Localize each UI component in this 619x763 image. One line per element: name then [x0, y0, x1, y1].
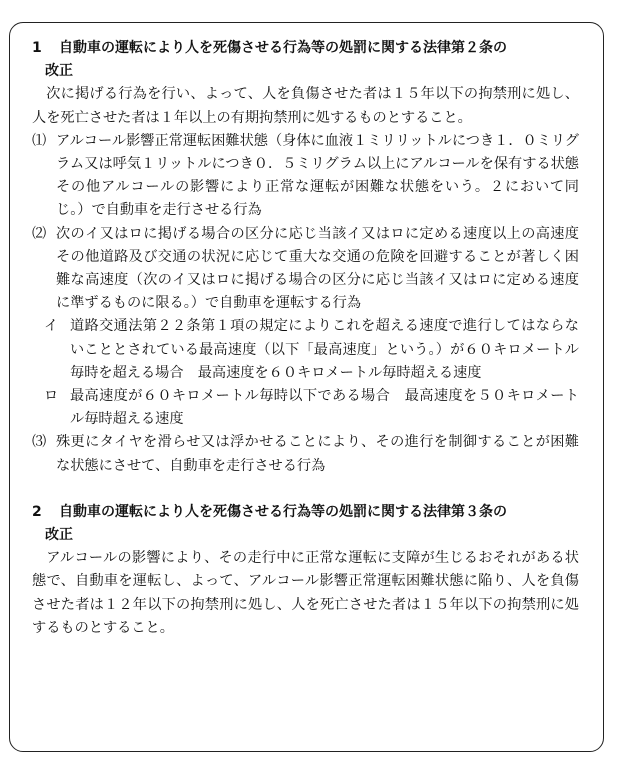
- section-intro: 次に掲げる行為を行い、よって、人を負傷させた者は１５年以下の拘禁刑に処し、人を死亡させた者は１年以上の有期拘禁刑に処するものとすること。: [32, 86, 579, 126]
- section-title-line1: 自動車の運転により人を死傷させる行為等の処罰に関する法律第２条の: [59, 40, 507, 56]
- item-text: アルコール影響正常運転困難状態（身体に血液１ミリリットルにつき１．０ミリグラム又は呼気１リットルにつき０．５ミリグラム以上にアルコールを保有する状態その他アルコールの影響により正常な運転が困難な状態をいう。２において同じ。）で自動車を走行させる行為: [56, 132, 579, 219]
- section-2: [32, 501, 579, 640]
- sub-item-text: 最高速度が６０キロメートル毎時以下である場合 最高速度を５０キロメートル毎時超える速度: [70, 388, 579, 428]
- document-frame: [9, 22, 604, 752]
- section-title-line2: 改正: [45, 63, 73, 80]
- item-marker: ⑶: [32, 434, 47, 451]
- sub-item-text: 道路交通法第２２条第１項の規定によりこれを超える速度で進行してはならないこととされている最高速度（以下「最高速度」という。）が６０キロメートル毎時を超える場合 最高速度を６０キロメートル毎時超える速度: [70, 318, 579, 381]
- section-heading: [32, 37, 579, 83]
- item-marker: ⑵: [32, 225, 47, 242]
- sub-list-item: [32, 385, 579, 431]
- section-intro: アルコールの影響により、その走行中に正常な運転に支障が生じるおそれがある状態で、自動車を運転し、よって、アルコール影響正常運転困難状態に陥り、人を負傷させた者は１２年以下の拘禁刑に処し、人を死亡させた者は１５年以下の拘禁刑に処するものとすること。: [32, 550, 579, 636]
- section-title-line1: 自動車の運転により人を死傷させる行為等の処罰に関する法律第３条の: [59, 503, 507, 520]
- item-text: 次のイ又はロに掲げる場合の区分に応じ当該イ又はロに定める速度以上の高速度その他道路及び交通の状況に応じて重大な交通の危険を回避することが著しく困難な高速度（次のイ又はロに掲げる場合の区分に応じ当該イ又はロに定める速度に準ずるものに限る。）で自動車を運転する行為: [56, 225, 579, 312]
- item-text: 殊更にタイヤを滑らせ又は浮かせることにより、その進行を制御することが困難な状態にさせて、自動車を走行させる行為: [56, 434, 579, 474]
- sub-item-marker: イ: [44, 318, 59, 335]
- sub-list-item: [32, 315, 579, 385]
- section-1: [32, 37, 579, 478]
- list-item: [32, 431, 579, 477]
- list-item: [32, 130, 579, 223]
- item-marker: ⑴: [32, 132, 47, 149]
- section-number: 2: [32, 503, 42, 520]
- section-heading: [32, 501, 579, 547]
- sub-item-marker: ロ: [44, 388, 59, 405]
- section-number: 1: [32, 40, 42, 56]
- list-item: [32, 223, 579, 316]
- section-title-line2: 改正: [45, 527, 73, 544]
